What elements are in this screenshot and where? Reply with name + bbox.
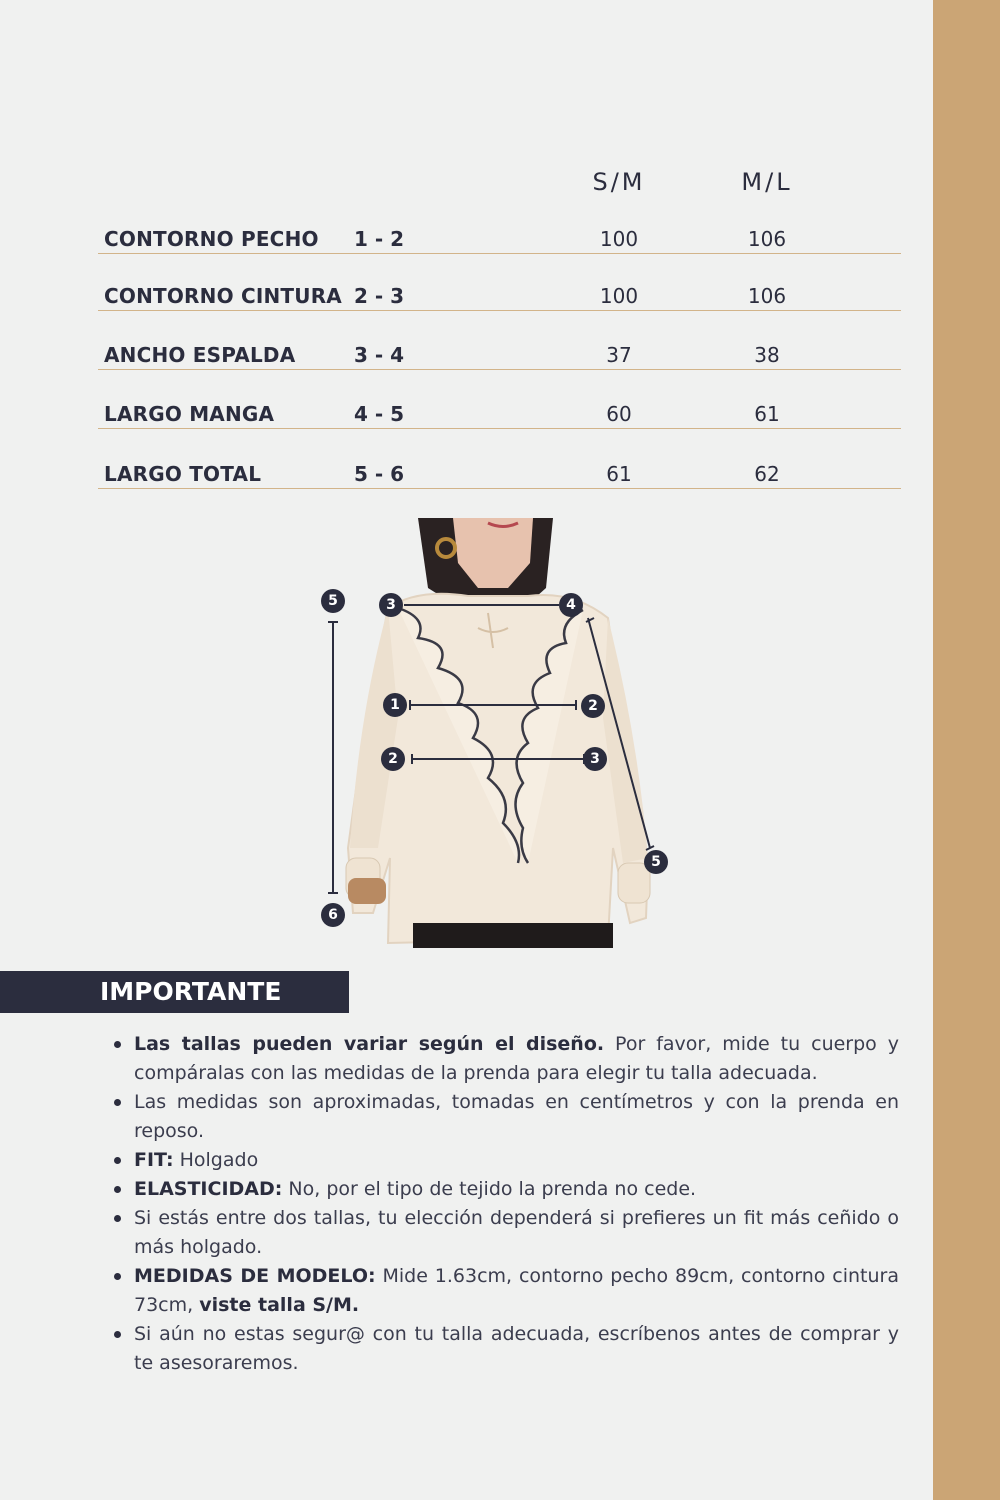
note-bold: ELASTICIDAD: xyxy=(134,1178,283,1200)
table-row xyxy=(98,311,901,370)
measure-name: LARGO TOTAL xyxy=(104,462,262,486)
value-sm: 60 xyxy=(606,402,632,426)
list-item xyxy=(134,1320,899,1378)
measure-points: 1 - 2 xyxy=(354,227,405,251)
value-ml: 62 xyxy=(754,462,780,486)
important-banner xyxy=(0,971,349,1013)
table-row xyxy=(98,252,901,311)
measure-name: CONTORNO CINTURA xyxy=(104,284,342,308)
value-sm: 100 xyxy=(599,227,639,251)
marker-2-waist: 2 xyxy=(381,747,405,771)
blouse-illustration xyxy=(318,518,678,948)
table-row xyxy=(98,370,901,429)
marker-3-shoulder: 3 xyxy=(379,593,403,617)
marker-5-sleeve: 5 xyxy=(644,850,668,874)
measure-points: 5 - 6 xyxy=(354,462,405,486)
header-ml: M/L xyxy=(741,168,793,196)
list-item xyxy=(134,1030,899,1088)
list-item xyxy=(134,1175,899,1204)
list-item xyxy=(134,1204,899,1262)
note-bold: MEDIDAS DE MODELO: xyxy=(134,1265,376,1287)
marker-1-chest: 1 xyxy=(383,693,407,717)
note-bold: viste talla S/M. xyxy=(199,1294,360,1316)
value-sm: 37 xyxy=(606,343,632,367)
marker-4-shoulder: 4 xyxy=(559,593,583,617)
measure-points: 3 - 4 xyxy=(354,343,405,367)
value-ml: 106 xyxy=(747,227,787,251)
note-text: Las medidas son aproximadas, tomadas en centímetros y con la prenda en reposo. xyxy=(134,1091,899,1142)
measure-name: CONTORNO PECHO xyxy=(104,227,319,251)
notes-list xyxy=(134,1030,899,1378)
marker-3-waist: 3 xyxy=(583,747,607,771)
note-bold: Las tallas pueden variar según el diseño. xyxy=(134,1033,605,1055)
measure-points: 4 - 5 xyxy=(354,402,405,426)
measure-points: 2 - 3 xyxy=(354,284,405,308)
list-item xyxy=(134,1262,899,1320)
marker-2-chest: 2 xyxy=(581,694,605,718)
garment-photo xyxy=(318,518,678,948)
table-row xyxy=(98,195,901,254)
value-sm: 100 xyxy=(599,284,639,308)
marker-5-left: 5 xyxy=(321,589,345,613)
note-text: Si aún no estas segur@ con tu talla adecuada, escríbenos antes de comprar y te asesoraremos. xyxy=(134,1323,899,1374)
list-item xyxy=(134,1088,899,1146)
marker-6-hem: 6 xyxy=(321,903,345,927)
important-title: IMPORTANTE xyxy=(100,977,282,1006)
note-bold: FIT: xyxy=(134,1149,174,1171)
measure-name: LARGO MANGA xyxy=(104,402,275,426)
list-item xyxy=(134,1146,899,1175)
note-text: Por favor, mide tu cuerpo y compáralas con las medidas de la prenda para elegir tu talla adecuada. xyxy=(134,1033,899,1084)
table-row xyxy=(98,430,901,489)
note-text: No, por el tipo de tejido la prenda no cede. xyxy=(282,1178,697,1200)
side-accent-bar xyxy=(933,0,1000,1500)
note-text: Holgado xyxy=(173,1149,259,1171)
value-sm: 61 xyxy=(606,462,632,486)
value-ml: 38 xyxy=(754,343,780,367)
note-text: Mide 1.63cm, contorno pecho 89cm, contorno cintura 73cm, xyxy=(134,1265,899,1316)
value-ml: 106 xyxy=(747,284,787,308)
header-sm: S/M xyxy=(592,168,646,196)
measure-name: ANCHO ESPALDA xyxy=(104,343,296,367)
value-ml: 61 xyxy=(754,402,780,426)
note-text: Si estás entre dos tallas, tu elección dependerá si prefieres un fit más ceñido o más holgado. xyxy=(134,1207,899,1258)
